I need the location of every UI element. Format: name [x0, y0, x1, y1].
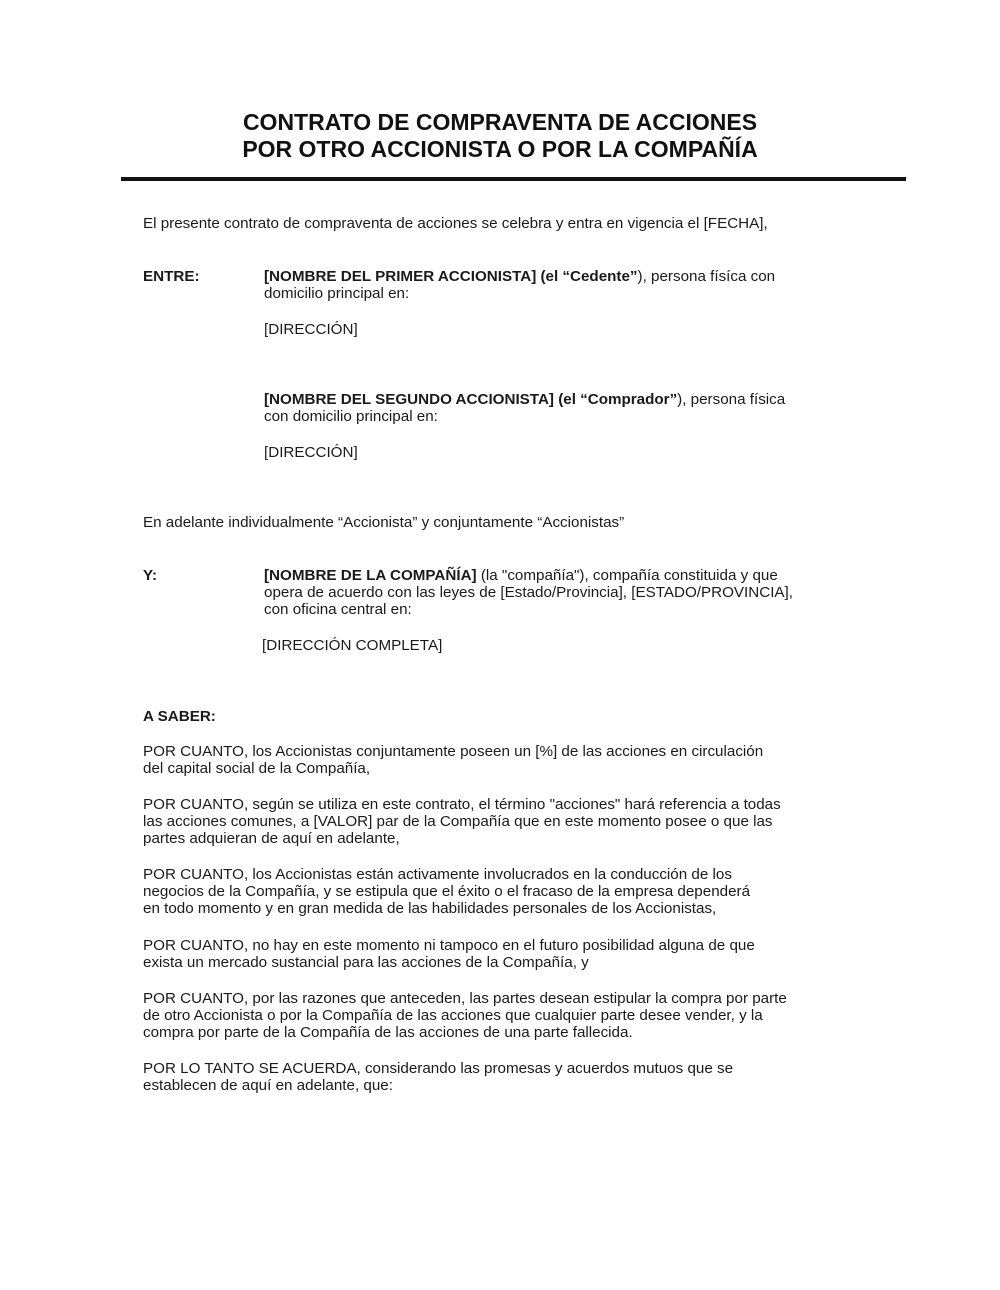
between-label: ENTRE: — [143, 268, 200, 285]
recital-3-line-3: en todo momento y en gran medida de las habilidades personales de los Accionistas, — [143, 900, 717, 917]
party1-address: [DIRECCIÓN] — [264, 321, 358, 338]
and-label: Y: — [143, 567, 158, 584]
agreement-line-1: POR LO TANTO SE ACUERDA, considerando las promesas y acuerdos mutuos que se — [143, 1060, 734, 1077]
agreement-line-2: establecen de aquí en adelante, que: — [143, 1077, 393, 1094]
recital-1-line-2: del capital social de la Compañía, — [143, 760, 371, 777]
recital-4-line-2: exista un mercado sustancial para las acciones de la Compañía, y — [143, 954, 589, 971]
recital-1-line-1: POR CUANTO, los Accionistas conjuntamente poseen un [%] de las acciones en circulación — [143, 743, 764, 760]
party2-line1 — [264, 391, 785, 409]
recital-2-line-2: las acciones comunes, a [VALOR] par de la Compañía que en este momento posee o que las — [143, 813, 773, 830]
party1-line1 — [264, 268, 775, 286]
recital-2-line-1: POR CUANTO, según se utiliza en este contrato, el término "acciones" hará referencia a todas — [143, 796, 781, 813]
party1-name: [NOMBRE DEL PRIMER ACCIONISTA] (el “Cedente” — [264, 268, 638, 285]
recital-5-line-3: compra por parte de la Compañía de las acciones de una parte fallecida. — [143, 1024, 633, 1041]
recital-5-line-1: POR CUANTO, por las razones que anteceden, las partes desean estipular la compra por parte — [143, 990, 787, 1007]
party2-line2: con domicilio principal en: — [264, 408, 438, 425]
company-line3: con oficina central en: — [264, 601, 412, 618]
document-title-line-2: POR OTRO ACCIONISTA O POR LA COMPAÑÍA — [242, 136, 758, 162]
company-desc: (la "compañía"), compañía constituida y que — [476, 567, 778, 584]
company-line1 — [264, 567, 778, 585]
recital-3-line-1: POR CUANTO, los Accionistas están activamente involucrados en la conducción de los — [143, 866, 732, 883]
party2-name: [NOMBRE DEL SEGUNDO ACCIONISTA] (el “Comprador” — [264, 391, 678, 408]
recital-3-line-2: negocios de la Compañía, y se estipula que el éxito o el fracaso de la empresa dependerá — [143, 883, 751, 900]
party1-desc: ), persona físíca con — [637, 268, 776, 285]
recital-4-line-1: POR CUANTO, no hay en este momento ni tampoco en el futuro posibilidad alguna de que — [143, 937, 755, 954]
recitals-heading: A SABER: — [143, 708, 216, 725]
company-name: [NOMBRE DE LA COMPAÑÍA] — [264, 567, 477, 584]
hereinafter-paragraph: En adelante individualmente “Accionista” y conjuntamente “Accionistas” — [143, 514, 625, 531]
recital-2-line-3: partes adquieran de aquí en adelante, — [143, 830, 400, 847]
party2-desc: ), persona física — [677, 391, 786, 408]
company-address: [DIRECCIÓN COMPLETA] — [262, 637, 443, 654]
intro-paragraph: El presente contrato de compraventa de acciones se celebra y entra en vigencia el [FECHA], — [143, 215, 768, 232]
company-line2: opera de acuerdo con las leyes de [Estado/Provincia], [ESTADO/PROVINCIA], — [264, 584, 793, 601]
party2-address: [DIRECCIÓN] — [264, 444, 358, 461]
party1-line2: domicilio principal en: — [264, 285, 410, 302]
title-divider — [121, 177, 906, 181]
recital-5-line-2: de otro Accionista o por la Compañía de las acciones que cualquier parte desee vender, y la — [143, 1007, 763, 1024]
document-title-line-1: CONTRATO DE COMPRAVENTA DE ACCIONES — [242, 109, 758, 135]
